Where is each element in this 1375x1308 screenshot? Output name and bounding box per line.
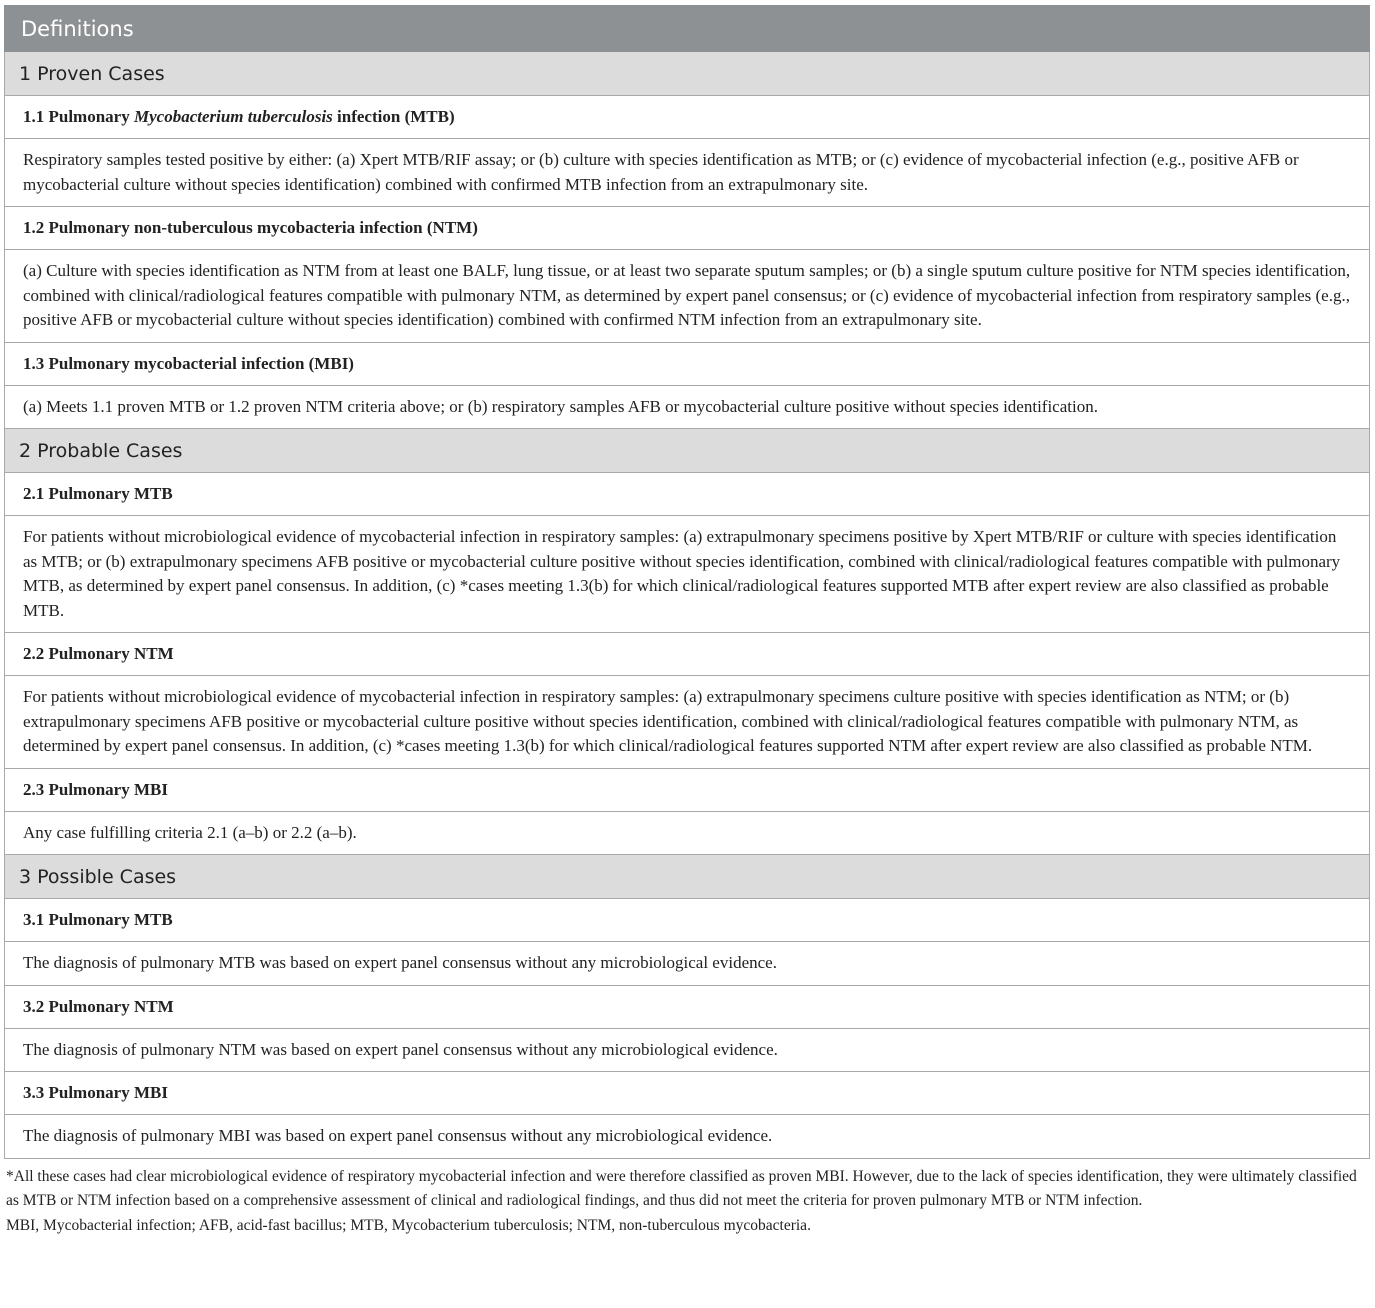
- section-row: [5, 429, 1370, 473]
- item-text: The diagnosis of pulmonary MTB was based on expert panel consensus without any microbiological evidence.: [5, 942, 1370, 986]
- footnote-asterisk: *All these cases had clear microbiological evidence of respiratory mycobacterial infection and were therefore classified as proven MBI. However, due to the lack of species identification, they were ultimately classified as MTB or NTM infection based on a comprehensive assessment of clinical and radiological findings, and thus did not meet the criteria for proven pulmonary MTB or NTM infection.: [6, 1167, 1357, 1209]
- item-title: 2.3 Pulmonary MBI: [5, 768, 1370, 811]
- section-title: 2 Probable Cases: [5, 429, 1370, 473]
- item-title-row: [5, 207, 1370, 250]
- definitions-table: [4, 5, 1370, 1159]
- item-title-row: [5, 473, 1370, 516]
- item-text-row: [5, 516, 1370, 633]
- section-row: [5, 52, 1370, 96]
- item-text-row: [5, 811, 1370, 855]
- item-title-row: [5, 1072, 1370, 1115]
- section-title: 1 Proven Cases: [5, 52, 1370, 96]
- item-text-row: [5, 385, 1370, 429]
- item-title: [5, 96, 1370, 139]
- item-title: 3.1 Pulmonary MTB: [5, 899, 1370, 942]
- item-text-row: [5, 250, 1370, 343]
- item-text: (a) Meets 1.1 proven MTB or 1.2 proven NTM criteria above; or (b) respiratory samples AFB or mycobacterial culture positive without species identification.: [5, 385, 1370, 429]
- item-title-part: Mycobacterium tuberculosis: [133, 107, 333, 126]
- item-title: 1.2 Pulmonary non-tuberculous mycobacteria infection (NTM): [5, 207, 1370, 250]
- item-title-row: [5, 768, 1370, 811]
- item-text: Any case fulfilling criteria 2.1 (a–b) or 2.2 (a–b).: [5, 811, 1370, 855]
- item-title-row: [5, 985, 1370, 1028]
- item-text: For patients without microbiological evidence of mycobacterial infection in respiratory samples: (a) extrapulmonary specimens positive by Xpert MTB/RIF or culture with species identification as MTB; or (b) extrapulmonary specimens AFB positive or mycobacterial culture positive without species identification, combined with clinical/radiological features compatible with pulmonary MTB, as determined by expert panel consensus. In addition, (c) *cases meeting 1.3(b) for which clinical/radiological features supported MTB after expert review are also classified as probable MTB.: [5, 516, 1370, 633]
- item-title: 1.3 Pulmonary mycobacterial infection (MBI): [5, 342, 1370, 385]
- item-title-row: [5, 899, 1370, 942]
- item-text: The diagnosis of pulmonary NTM was based on expert panel consensus without any microbiological evidence.: [5, 1028, 1370, 1072]
- item-title-row: [5, 633, 1370, 676]
- footnotes: [4, 1165, 1370, 1239]
- item-text-row: [5, 1028, 1370, 1072]
- item-text: (a) Culture with species identification as NTM from at least one BALF, lung tissue, or at least two separate sputum samples; or (b) a single sputum culture positive for NTM species identification, combined with clinical/radiological features compatible with pulmonary NTM, as determined by expert panel consensus; or (c) evidence of mycobacterial infection from respiratory samples (e.g., positive AFB or mycobacterial culture without species identification) combined with confirmed NTM infection from an extrapulmonary site.: [5, 250, 1370, 343]
- item-text-row: [5, 1115, 1370, 1159]
- item-title: 3.3 Pulmonary MBI: [5, 1072, 1370, 1115]
- item-title-part: infection (MTB): [332, 107, 455, 126]
- definitions-table-container: [4, 5, 1370, 1238]
- item-text-row: [5, 139, 1370, 207]
- item-title-row: [5, 96, 1370, 139]
- item-text: For patients without microbiological evidence of mycobacterial infection in respiratory samples: (a) extrapulmonary specimens culture positive with species identification as NTM; or (b) extrapulmonary specimens AFB positive or mycobacterial culture positive without species identification, combined with clinical/radiological features compatible with pulmonary NTM, as determined by expert panel consensus. In addition, (c) *cases meeting 1.3(b) for which clinical/radiological features supported NTM after expert review are also classified as probable NTM.: [5, 676, 1370, 769]
- item-title-part: 1.1 Pulmonary: [23, 107, 134, 126]
- section-row: [5, 855, 1370, 899]
- item-title: 2.2 Pulmonary NTM: [5, 633, 1370, 676]
- section-title: 3 Possible Cases: [5, 855, 1370, 899]
- item-title: 3.2 Pulmonary NTM: [5, 985, 1370, 1028]
- item-text: Respiratory samples tested positive by either: (a) Xpert MTB/RIF assay; or (b) culture with species identification as MTB; or (c) evidence of mycobacterial infection (e.g., positive AFB or mycobacterial culture without species identification) combined with confirmed MTB infection from an extrapulmonary site.: [5, 139, 1370, 207]
- item-text: The diagnosis of pulmonary MBI was based on expert panel consensus without any microbiological evidence.: [5, 1115, 1370, 1159]
- item-text-row: [5, 942, 1370, 986]
- footnote-abbreviations: MBI, Mycobacterial infection; AFB, acid-fast bacillus; MTB, Mycobacterium tuberculosis; NTM, non-tuberculous mycobacteria.: [6, 1216, 811, 1234]
- table-header-row: [5, 6, 1370, 52]
- table-header: Definitions: [5, 6, 1370, 52]
- item-text-row: [5, 676, 1370, 769]
- item-title: 2.1 Pulmonary MTB: [5, 473, 1370, 516]
- item-title-row: [5, 342, 1370, 385]
